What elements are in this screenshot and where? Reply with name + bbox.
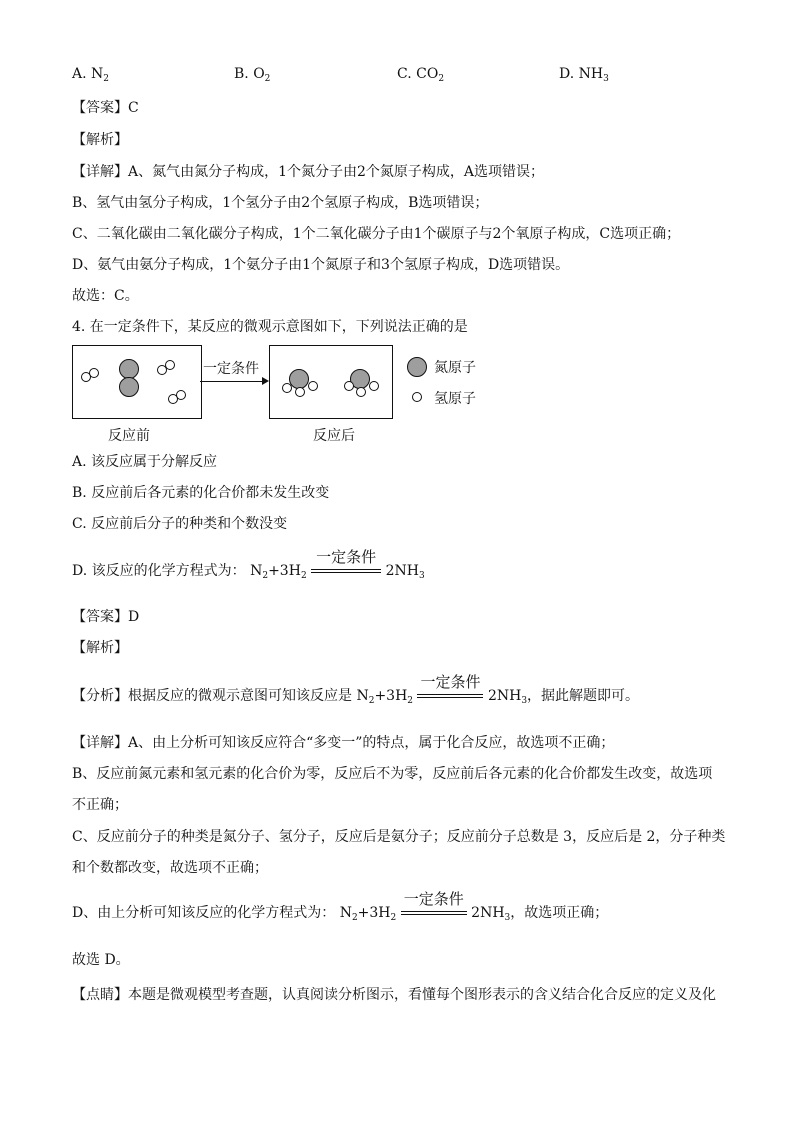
nitrogen-atom: [119, 359, 139, 379]
chemical-equation: $N_2+3H_2$ 一定条件 $2NH_3$: [339, 890, 511, 923]
q4-analysis-heading: 【解析】: [72, 640, 128, 656]
hydrogen-atom: [165, 360, 175, 370]
q4-option-d: D. 该反应的化学方程式为： $N_2+3H_2$ 一定条件 $2NH_3$: [72, 548, 425, 581]
reaction-arrow: [200, 381, 262, 382]
q3-detail-b: B、氢气由氢分子构成，1个氢分子由2个氢原子构成，B选项错误；: [72, 195, 489, 211]
equation-sign: 一定条件: [417, 694, 483, 698]
q3-options: [72, 66, 632, 86]
q4-dianjing: 【点睛】本题是微观模型考查题，认真阅读分析图示，看懂每个图形表示的含义结合化合反应的定义及化: [72, 987, 716, 1003]
q3-detail-c: C、二氧化碳由二氧化碳分子构成，1个二氧化碳分子由1个碳原子与2个氧原子构成，C选项正确；: [72, 226, 681, 242]
q3-option-d: D. $NH_3$: [559, 66, 609, 84]
q3-detail-d: D、氨气由氨分子构成，1个氨分子由1个氮原子和3个氢原子构成，D选项错误。: [72, 257, 570, 273]
before-box: [72, 345, 202, 419]
q4-detail-c2: 和个数都改变，故选项不正确；: [72, 860, 268, 876]
hydrogen-atom: [295, 387, 305, 397]
q3-detail-a: 【详解】A、氮气由氮分子构成，1个氮分子由2个氮原子构成，A选项错误；: [72, 164, 545, 180]
q3-option-a: A. $N_2$: [72, 66, 109, 84]
q3-choice: 故选：C。: [72, 288, 139, 304]
before-label: 反应前: [108, 428, 150, 444]
hydrogen-atom: [344, 381, 354, 391]
hydrogen-atom: [356, 387, 366, 397]
hydrogen-atom: [282, 383, 292, 393]
q4-option-a: A. 该反应属于分解反应: [72, 454, 218, 470]
nitrogen-atom: [119, 377, 139, 397]
q3-option-b: B. $O_2$: [234, 66, 271, 84]
q4-detail-a: 【详解】A、由上分析可知该反应符合“多变一”的特点，属于化合反应，故选项不正确；: [72, 735, 615, 751]
hydrogen-atom: [308, 381, 318, 391]
arrow-head-icon: [262, 377, 269, 385]
q4-fenxi: 【分析】根据反应的微观示意图可知该反应是 $N_2+3H_2$ 一定条件 $2NH_3$，据此解题即可。: [72, 673, 640, 706]
nitrogen-atom: [289, 369, 309, 389]
q4-detail-b2: 不正确；: [72, 797, 128, 813]
q4-option-b: B. 反应前后各元素的化合价都未发生改变: [72, 485, 330, 501]
chemical-equation: $N_2+3H_2$ 一定条件 $2NH_3$: [250, 548, 425, 581]
legend-hydrogen-icon: [412, 392, 422, 402]
q3-answer: 【答案】C: [72, 100, 139, 116]
hydrogen-atom: [176, 390, 186, 400]
q4-detail-b1: B、反应前氮元素和氢元素的化合价为零，反应后不为零，反应前后各元素的化合价都发生改变，故选项: [72, 766, 713, 782]
equation-sign: 一定条件: [401, 911, 467, 915]
q4-option-c: C. 反应前后分子的种类和个数没变: [72, 516, 288, 532]
arrow-condition-label: 一定条件: [203, 361, 259, 377]
q4-stem: 4. 在一定条件下，某反应的微观示意图如下，下列说法正确的是: [72, 319, 468, 335]
after-box: [269, 345, 393, 419]
chemical-equation: $N_2+3H_2$ 一定条件 $2NH_3$: [356, 673, 528, 706]
q3-option-c: C. $CO_2$: [397, 66, 445, 84]
q4-detail-c1: C、反应前分子的种类是氮分子、氢分子，反应后是氨分子；反应前分子总数是 3，反应后是 2，分子种类: [72, 829, 726, 845]
q3-analysis-heading: 【解析】: [72, 132, 128, 148]
legend-hydrogen-label: 氢原子: [434, 391, 476, 407]
legend-nitrogen-label: 氮原子: [434, 360, 476, 376]
hydrogen-atom: [369, 381, 379, 391]
hydrogen-atom: [89, 368, 99, 378]
q4-answer: 【答案】D: [72, 609, 140, 625]
after-label: 反应后: [313, 428, 355, 444]
q4-choice: 故选 D。: [72, 952, 130, 968]
q4-detail-d: D、由上分析可知该反应的化学方程式为： $N_2+3H_2$ 一定条件 $2NH_3$，故选项正确；: [72, 890, 609, 923]
legend-nitrogen-icon: [407, 357, 427, 377]
equation-sign: 一定条件: [311, 569, 381, 573]
